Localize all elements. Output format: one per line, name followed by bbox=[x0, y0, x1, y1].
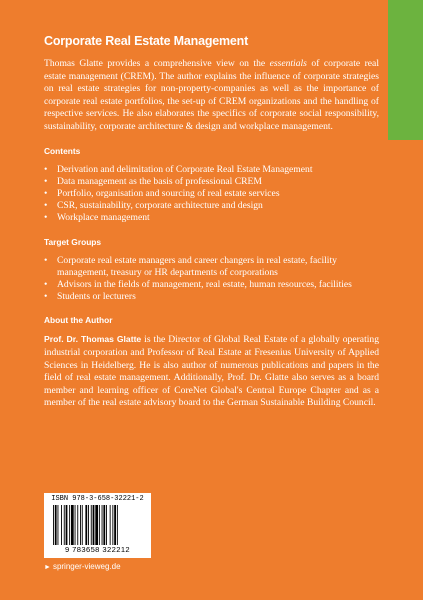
list-item: • Data management as the basis of professional CREM bbox=[44, 176, 379, 188]
barcode-stripe bbox=[71, 505, 74, 545]
barcode-stripe bbox=[95, 505, 98, 545]
list-item: • Portfolio, organisation and sourcing of real estate services bbox=[44, 188, 379, 200]
barcode-stripe bbox=[106, 505, 107, 545]
barcode-bars bbox=[53, 505, 144, 545]
list-item: • Advisors in the fields of management, real estate, human resources, facilities bbox=[44, 279, 379, 291]
author-name: Prof. Dr. Thomas Glatte bbox=[44, 334, 142, 345]
barcode-stripe bbox=[102, 505, 103, 545]
list-item: • CSR, sustainability, corporate architecture and design bbox=[44, 200, 379, 212]
barcode-stripe bbox=[99, 505, 100, 545]
barcode-stripe bbox=[93, 505, 95, 545]
barcode-stripe bbox=[75, 505, 76, 545]
barcode-stripe bbox=[82, 505, 83, 545]
book-title: Corporate Real Estate Management bbox=[44, 34, 249, 48]
barcode-stripe bbox=[114, 505, 116, 545]
barcode-stripe bbox=[85, 505, 87, 545]
barcode-stripe bbox=[69, 505, 70, 545]
barcode-stripe bbox=[117, 505, 118, 545]
barcode-stripe bbox=[80, 505, 81, 545]
barcode-stripe bbox=[88, 505, 89, 545]
barcode-stripe bbox=[53, 505, 54, 545]
barcode-stripe bbox=[66, 505, 68, 545]
barcode-stripe bbox=[58, 505, 59, 545]
publisher-url: ► springer-vieweg.de bbox=[44, 562, 121, 571]
contents-heading: Contents bbox=[44, 145, 81, 156]
arrow-icon: ► bbox=[44, 564, 51, 571]
barcode-stripe bbox=[64, 505, 65, 545]
list-item: • Students or lecturers bbox=[44, 291, 379, 303]
barcode-stripe bbox=[61, 505, 62, 545]
list-item: • Derivation and delimitation of Corporate Real Estate Management bbox=[44, 164, 379, 176]
isbn-text: ISBN 978-3-658-32221-2 bbox=[51, 495, 144, 503]
barcode-stripe bbox=[55, 505, 57, 545]
barcode-stripe bbox=[91, 505, 92, 545]
target-groups-heading: Target Groups bbox=[44, 236, 102, 247]
contents-list bbox=[44, 164, 379, 225]
list-item: • Corporate real estate managers and career changers in real estate, facility management, treasury or HR departments of corporations bbox=[44, 255, 379, 279]
green-color-tab bbox=[388, 0, 423, 140]
back-cover-content bbox=[44, 34, 379, 410]
barcode-digits: 9 783658 322212 bbox=[64, 545, 131, 554]
author-bio: Prof. Dr. Thomas Glatte is the Director of Global Real Estate of a globally operating industrial corporation and Professor of Real Estate at Fresenius University of Applied Sciences in Heidelberg. He is also author of numerous publications and papers in the field of real estate management. Additionally, Prof. Dr. Glatte also serves as a board member and learning officer of CoreNet Global's Central Europe Chapter and as a member of the real estate advisory board to the German Sustainable Building Council. bbox=[44, 334, 379, 409]
barcode-stripe bbox=[103, 505, 105, 545]
barcode-stripe bbox=[112, 505, 113, 545]
barcode-stripe bbox=[77, 505, 78, 545]
target-groups-list bbox=[44, 255, 379, 304]
book-description: Thomas Glatte provides a comprehensive view on the essentials of corporate real estate management (CREM). The author explains the influence of corporate strategies on real estate strategies for non-property-companies as well as the importance of corporate real estate portfolios, the set-up of CREM organizations and the handling of respective services. He also elaborates the specifics of corporate social responsibility, sustainability, corporate architecture & design and workplace management. bbox=[44, 58, 379, 132]
list-item: • Workplace management bbox=[44, 212, 379, 224]
about-author-heading: About the Author bbox=[44, 315, 113, 326]
isbn-barcode bbox=[44, 493, 151, 558]
barcode-stripe bbox=[110, 505, 111, 545]
